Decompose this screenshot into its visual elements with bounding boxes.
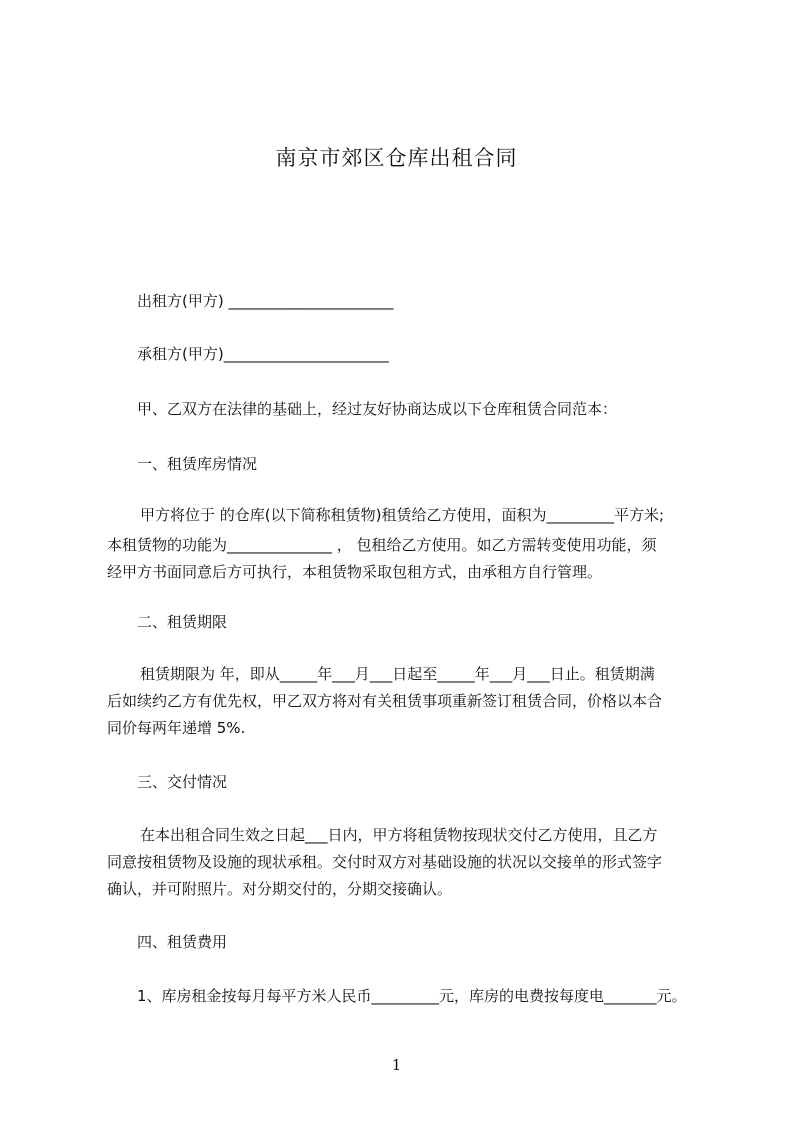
section-1-line: 甲方将位于 的仓库(以下简称租赁物)租赁给乙方使用，面积为_________平方米; [140, 506, 665, 524]
page-number: 1 [391, 1056, 402, 1074]
party-a-line: 出租方(甲方) ______________________ [137, 292, 394, 310]
section-3-heading: 三、交付情况 [137, 773, 228, 791]
section-2-heading: 二、租赁期限 [137, 613, 228, 631]
section-2-line: 同价每两年递增 5%. [107, 719, 246, 737]
section-2-line: 租赁期限为 年，即从_____年___月___日起至_____年___月___日止。租赁期满 [140, 665, 655, 683]
section-2-line: 后如续约乙方有优先权，甲乙双方将对有关租赁事项重新签订租赁合同，价格以本合 [107, 692, 663, 710]
section-3-line: 同意按租赁物及设施的现状承租。交付时双方对基础设施的状况以交接单的形式签字 [107, 853, 663, 871]
section-1-heading: 一、租赁库房情况 [137, 455, 258, 473]
section-3-line: 在本出租合同生效之日起___日内，甲方将租赁物按现状交付乙方使用，且乙方 [140, 826, 658, 844]
intro-paragraph: 甲、乙双方在法律的基础上，经过友好协商达成以下仓库租赁合同范本： [137, 400, 618, 418]
section-3-line: 确认，并可附照片。对分期交付的，分期交接确认。 [107, 880, 453, 898]
section-1-line: 经甲方书面同意后方可执行，本租赁物采取包租方式，由承租方自行管理。 [107, 563, 603, 581]
section-4-heading: 四、租赁费用 [137, 933, 228, 951]
document-title: 南京市郊区仓库出租合同 [275, 146, 518, 170]
section-4-line: 1、库房租金按每月每平方米人民币_________元，库房的电费按每度电_______元。 [137, 987, 687, 1005]
section-1-line: 本租赁物的功能为______________ ， 包租给乙方使用。如乙方需转变使用功能，须 [107, 536, 657, 554]
party-b-line: 承租方(甲方)______________________ [137, 345, 389, 363]
